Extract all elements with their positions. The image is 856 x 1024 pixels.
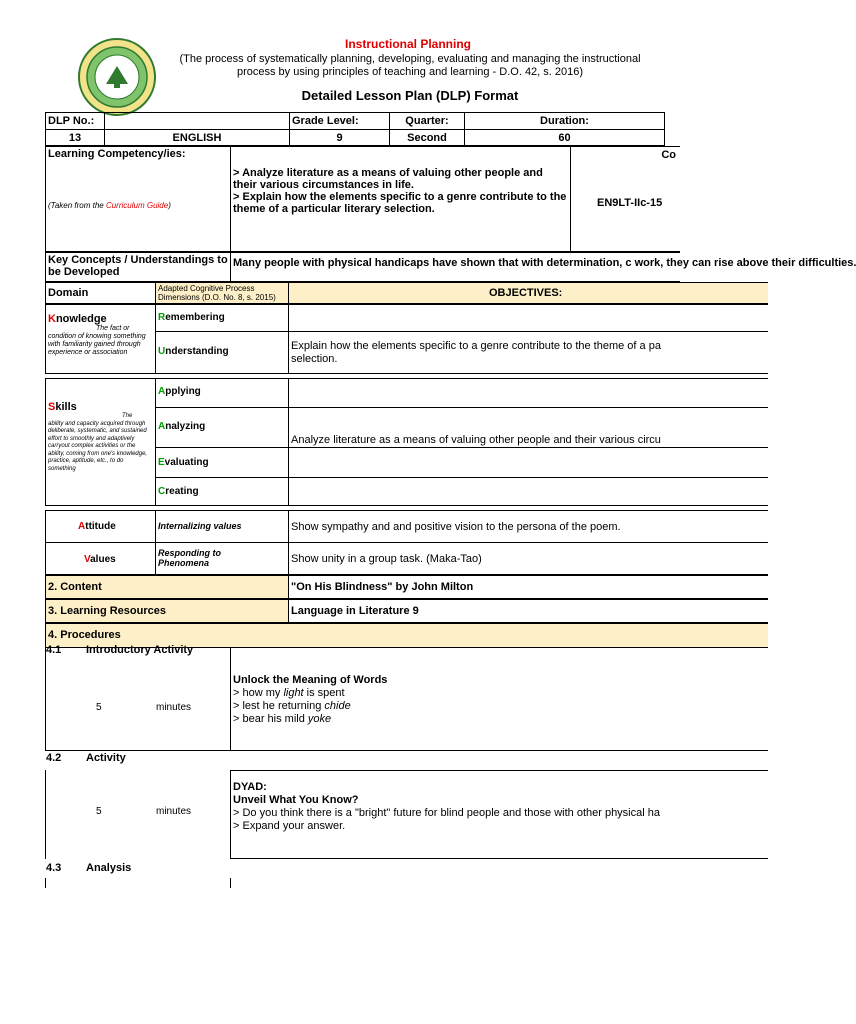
- intro-content-cell: [230, 648, 768, 751]
- intro-time-cell: [45, 648, 231, 751]
- creating-label: Creating: [158, 486, 199, 497]
- activity-label: Activity: [86, 752, 126, 764]
- values-dimension-cell: [155, 542, 289, 575]
- analysis-heading: [46, 862, 131, 874]
- attitude-dimension-cell: [155, 510, 289, 543]
- dimensions-header: Adapted Cognitive Process Dimensions (D.O. No. 8, s. 2015): [158, 284, 276, 302]
- objectives-header-cell: [288, 282, 768, 304]
- understanding-label: Understanding: [158, 346, 229, 357]
- grade-level-label: Grade Level:: [290, 113, 390, 130]
- skills-domain-label: Skills: [48, 401, 77, 413]
- skills-description: The ability and capacity acquired through deliberate, systematic, and sustained effort to smoothly and adaptively carryout complex activities or the ability, coming from one's knowledge, practice, aptitude, etc., to do something: [48, 413, 148, 472]
- analyzing-objective: Analyze literature as a means of valuing other people and their various circu: [291, 434, 661, 446]
- subject-value: ENGLISH: [105, 130, 290, 146]
- understanding-objective-cell: [288, 331, 768, 374]
- attitude-objective: Show sympathy and and positive vision to the persona of the poem.: [291, 521, 621, 533]
- knowledge-description: The fact or condition of knowing something with familiarity gained through experience or association: [48, 325, 146, 356]
- evaluating-objective-cell: [288, 447, 768, 478]
- key-concepts-label-cell: [45, 252, 231, 282]
- intro-activity-number: 4.1: [46, 644, 62, 656]
- competency-note-suffix: ): [168, 201, 171, 210]
- values-objective-cell: [288, 542, 768, 575]
- intro-line-2: > lest he returning chide: [233, 700, 351, 712]
- creating-cell: [155, 477, 289, 506]
- content-value-cell: [288, 575, 768, 599]
- analyzing-label: Analyzing: [158, 421, 206, 432]
- intro-minutes-unit: minutes: [156, 702, 192, 713]
- intro-activity-label: Introductory Activity: [86, 644, 194, 656]
- competency-label-cell: [45, 146, 231, 252]
- content-value: "On His Blindness" by John Milton: [291, 581, 474, 593]
- dlp-no-value: 13: [46, 130, 105, 146]
- procedures-header: 4. Procedures: [48, 629, 121, 641]
- competency-code: EN9LT-IIc-15: [597, 197, 663, 209]
- domain-header-cell: [45, 282, 156, 304]
- content-label: 2. Content: [48, 581, 102, 593]
- values-domain-cell: [45, 542, 156, 575]
- content-label-cell: [45, 575, 289, 599]
- dimensions-header-cell: [155, 282, 289, 304]
- activity-title-1: DYAD:: [233, 781, 267, 793]
- evaluating-cell: [155, 447, 289, 478]
- page-title: Instructional Planning: [344, 37, 471, 51]
- remembering-objective-cell: [288, 304, 768, 332]
- intro-minutes: 5: [96, 702, 102, 713]
- analysis-divider: [230, 878, 231, 888]
- key-concepts-text-cell: [230, 252, 856, 282]
- understanding-cell: [155, 331, 289, 374]
- analysis-label: Analysis: [86, 862, 132, 874]
- applying-objective-cell: [288, 378, 768, 408]
- competency-code-cell: [570, 146, 680, 252]
- resources-label-cell: [45, 599, 289, 623]
- curriculum-guide-link: Curriculum Guide: [105, 201, 169, 210]
- activity-heading: [46, 752, 126, 764]
- dlp-no-label: DLP No.:: [46, 113, 105, 130]
- creating-objective-cell: [288, 477, 768, 506]
- domain-header: Domain: [48, 287, 89, 299]
- attitude-objective-cell: [288, 510, 768, 543]
- competency-text: > Analyze literature as a means of valuing other people and their various circumstances in life. > Explain how the elements specific to a genre contribute to the theme of a particular literary selection.: [233, 167, 567, 215]
- competency-note-prefix: (Taken from the: [48, 201, 106, 210]
- applying-label: Applying: [158, 386, 201, 397]
- activity-minutes: 5: [96, 806, 102, 817]
- resources-value: Language in Literature 9: [291, 605, 419, 617]
- activity-content-cell: [230, 770, 768, 859]
- competency-label: Learning Competency/ies:: [48, 148, 186, 160]
- values-objective: Show unity in a group task. (Maka-Tao): [291, 553, 482, 565]
- values-domain-label: Values: [84, 554, 116, 565]
- resources-label: 3. Learning Resources: [48, 605, 166, 617]
- deped-seal-logo: [78, 38, 156, 116]
- activity-number: 4.2: [46, 752, 62, 764]
- analysis-left-border: [45, 878, 46, 888]
- understanding-objective: Explain how the elements specific to a genre contribute to the theme of a pa selection.: [291, 340, 661, 365]
- evaluating-label: Evaluating: [158, 457, 209, 468]
- knowledge-domain-cell: [45, 304, 156, 374]
- intro-activity-title: Unlock the Meaning of Words: [233, 674, 388, 686]
- resources-value-cell: [288, 599, 768, 623]
- analysis-number: 4.3: [46, 862, 62, 874]
- page-description: (The process of systematically planning, developing, evaluating and managing the instructional process by using principles of teaching and learning - D.O. 42, s. 2016): [179, 53, 641, 78]
- quarter-value: Second: [390, 130, 465, 146]
- knowledge-domain-label: Knowledge: [48, 313, 107, 325]
- attitude-domain-cell: [45, 510, 156, 543]
- blank-cell: [105, 113, 290, 130]
- objectives-header: OBJECTIVES:: [489, 287, 563, 299]
- analyzing-cell: [155, 407, 289, 448]
- competency-text-cell: [230, 146, 571, 252]
- activity-title-2: Unveil What You Know?: [233, 794, 359, 806]
- intro-line-3: > bear his mild yoke: [233, 713, 332, 725]
- code-label: Co: [661, 149, 676, 161]
- values-dimension: Responding to Phenomena: [158, 548, 221, 568]
- duration-label: Duration:: [465, 113, 665, 130]
- activity-time-cell: [45, 770, 231, 859]
- quarter-label: Quarter:: [390, 113, 465, 130]
- grade-level-value: 9: [290, 130, 390, 146]
- attitude-domain-label: Attitude: [78, 521, 116, 532]
- duration-value: 60: [465, 130, 665, 146]
- applying-cell: [155, 378, 289, 408]
- skills-domain-cell: [45, 378, 156, 506]
- remembering-cell: [155, 304, 289, 332]
- remembering-label: Remembering: [158, 312, 225, 323]
- intro-line-1: > how my light is spent: [233, 687, 345, 699]
- activity-line-2: > Expand your answer.: [233, 820, 346, 832]
- activity-minutes-unit: minutes: [156, 806, 192, 817]
- analyzing-objective-cell: [288, 407, 768, 448]
- attitude-dimension: Internalizing values: [158, 521, 242, 531]
- info-table: [45, 112, 665, 146]
- dlp-format-title: Detailed Lesson Plan (DLP) Format: [301, 88, 519, 103]
- key-concepts-text: Many people with physical handicaps have shown that with determination, c work, they can rise above their difficulties.: [233, 257, 856, 269]
- activity-line-1: > Do you think there is a "bright" future for blind people and those with other physical ha: [233, 807, 660, 819]
- key-concepts-label: Key Concepts / Understandings to be Developed: [48, 254, 228, 278]
